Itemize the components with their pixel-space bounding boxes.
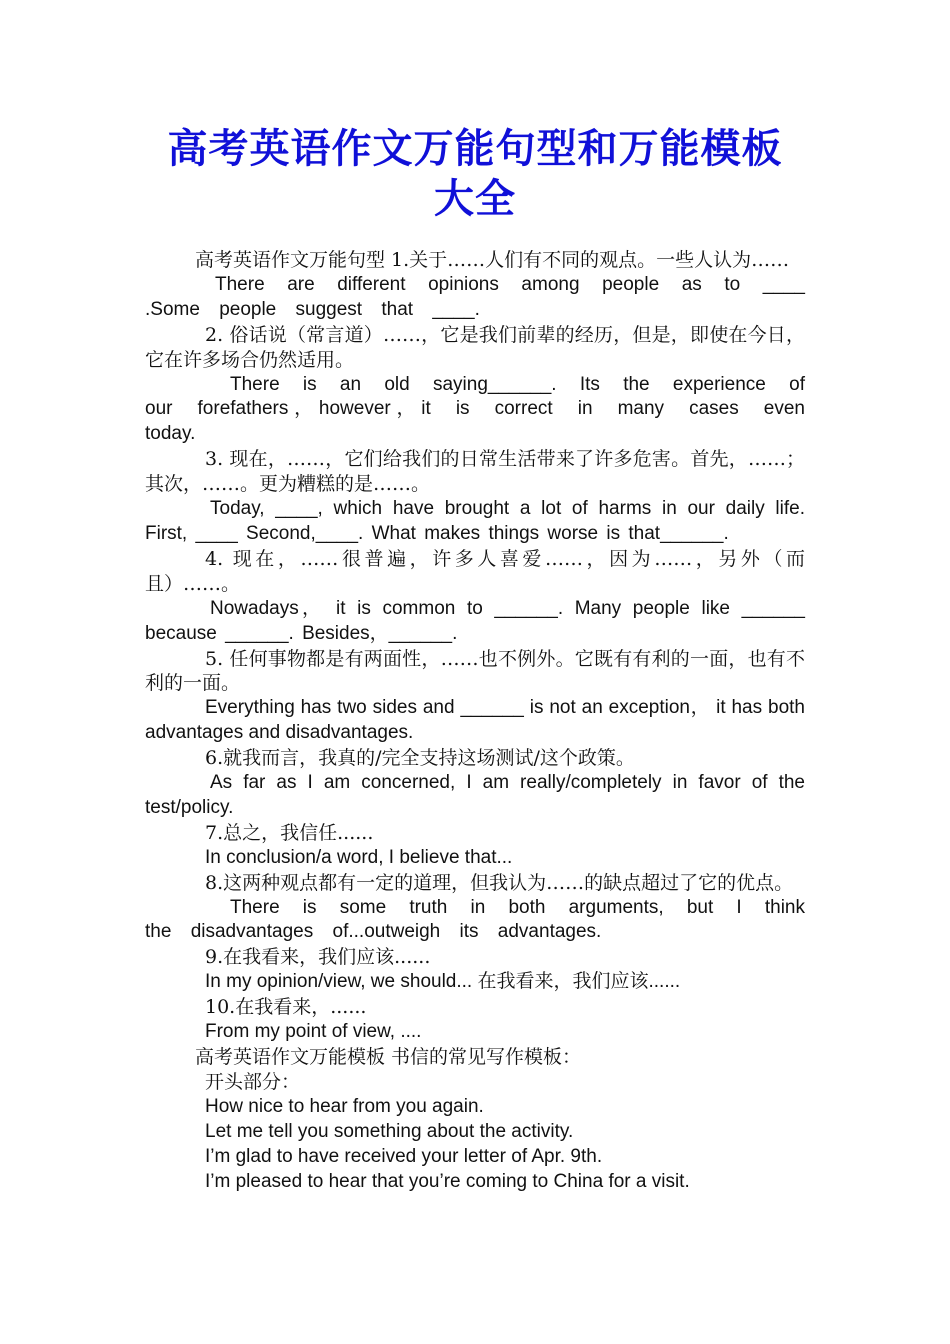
- paragraph: Nowadays， it is common to ______. Many people like ______ because ______. Besides，______.: [145, 597, 805, 644]
- paragraph: 高考英语作文万能句型 1.关于……人们有不同的观点。一些人认为……: [195, 249, 790, 271]
- paragraph: I’m pleased to hear that you’re coming to China for a visit.: [205, 1170, 690, 1192]
- paragraph: 9.在我看来，我们应该......: [205, 946, 431, 969]
- paragraph: 3. 现在，……，它们给我们的日常生活带来了许多危害。首先，……；其次，……。更为糟糕的是……。: [145, 448, 805, 496]
- paragraph: There are different opinions among people as to ____ .Some people suggest that ____.: [145, 273, 805, 320]
- paragraph: 7.总之，我信任......: [205, 821, 374, 844]
- paragraph: There is an old saying______. Its the experience of our forefathers，however，it is correct in many cases even today.: [145, 373, 805, 445]
- paragraph: From my point of view, ....: [205, 1021, 422, 1043]
- paragraph: As far as I am concerned, I am really/completely in favor of the test/policy.: [145, 772, 805, 818]
- paragraph: How nice to hear from you again.: [205, 1095, 484, 1117]
- paragraph: In conclusion/a word, I believe that...: [205, 846, 513, 868]
- paragraph: There is some truth in both arguments, but I think the disadvantages of...outweigh its advantages.: [145, 896, 805, 943]
- paragraph: Everything has two sides and ______ is not an exception， it has both advantages and disadvantages.: [145, 697, 805, 744]
- paragraph: Today, ____, which have brought a lot of harms in our daily life. First, ____ Second,____. What makes things worse is that______.: [145, 498, 805, 544]
- paragraph: 8.这两种观点都有一定的道理，但我认为……的缺点超过了它的优点。: [205, 871, 794, 894]
- paragraph: 高考英语作文万能模板 书信的常见写作模板：: [195, 1046, 582, 1068]
- paragraph: 5. 任何事物都是有两面性，……也不例外。它既有有利的一面，也有不利的一面。: [145, 647, 805, 695]
- paragraph: 4. 现在，……很普遍，许多人喜爱……，因为……，另外（而且）……。: [145, 547, 805, 595]
- paragraph: 10.在我看来，......: [205, 996, 367, 1019]
- paragraph: 2. 俗话说（常言道）……，它是我们前辈的经历，但是，即使在今日，它在许多场合仍然适用。: [145, 323, 805, 371]
- title-line-2: 大全: [434, 175, 516, 222]
- paragraph: I’m glad to have received your letter of Apr. 9th.: [205, 1145, 603, 1167]
- paragraph: Let me tell you something about the activity.: [205, 1120, 574, 1142]
- paragraph: 开头部分：: [205, 1070, 301, 1093]
- document-title: [0, 124, 950, 224]
- document-body: [145, 248, 805, 1194]
- title-line-1: 高考英语作文万能句型和万能模板: [167, 125, 783, 172]
- paragraph: In my opinion/view, we should... 在我看来，我们应该......: [205, 971, 681, 993]
- paragraph: 6.就我而言，我真的/完全支持这场测试/这个政策。: [205, 747, 635, 770]
